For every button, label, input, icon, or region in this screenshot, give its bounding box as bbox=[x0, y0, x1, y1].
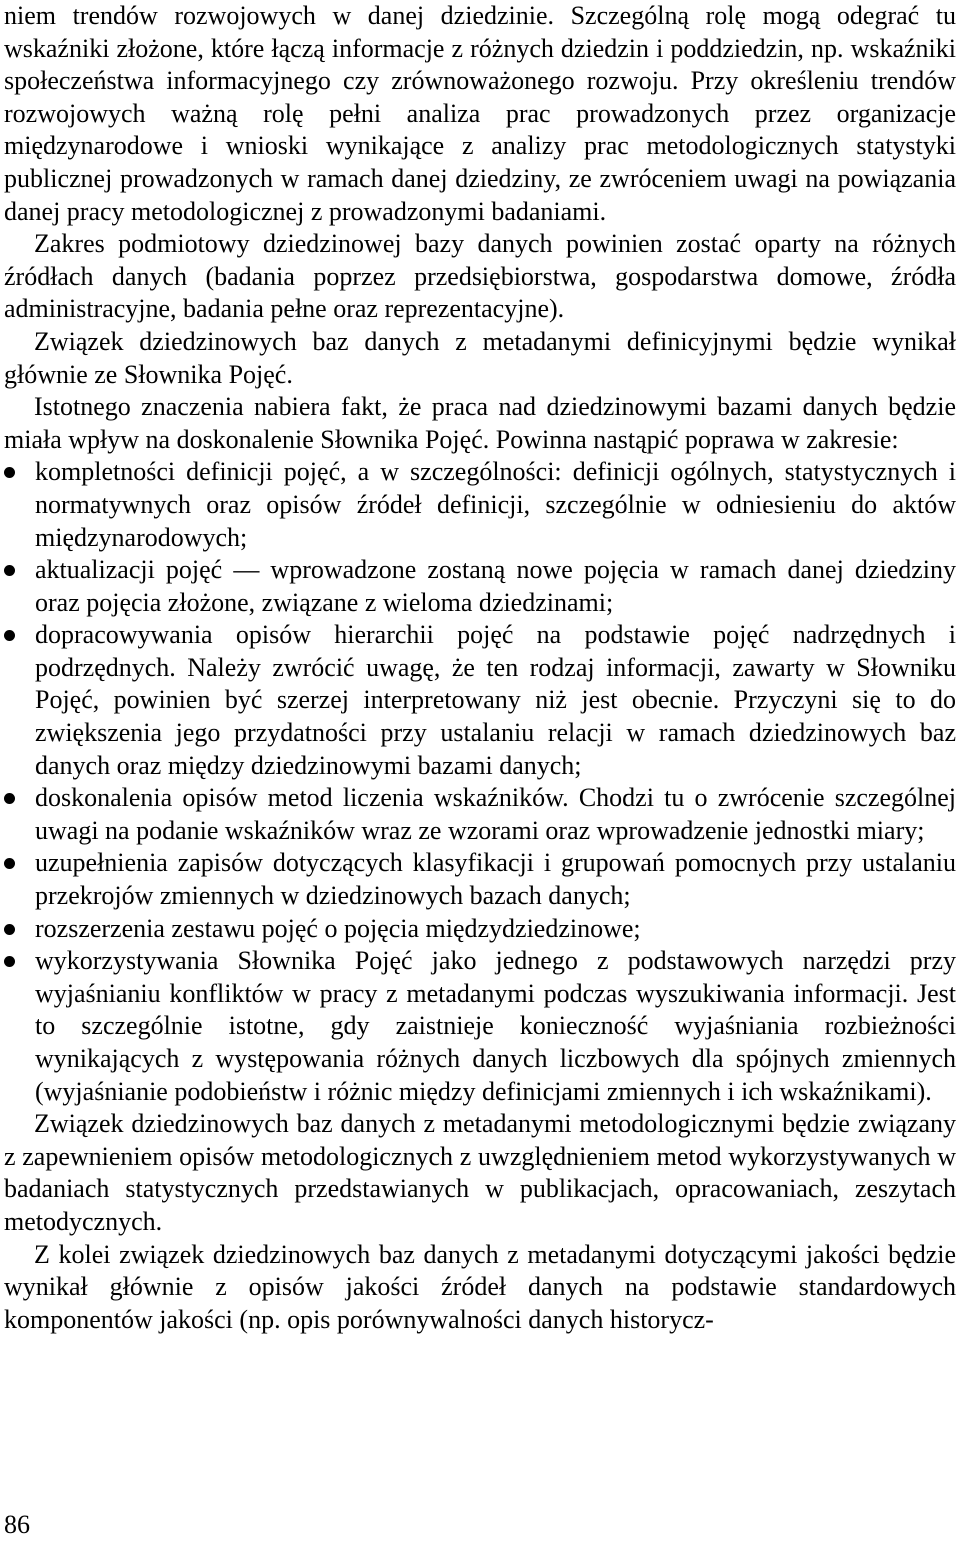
paragraph-improvement: Istotnego znaczenia nabiera fakt, że praca nad dziedzinowymi bazami danych będzie miała wpływ na doskonalenie Słownika Pojęć. Powinna nastąpić poprawa w zakresie: bbox=[4, 392, 956, 454]
paragraph-definitions-link: Związek dziedzinowych baz danych z metadanymi definicyjnymi będzie wynikał głównie ze Słownika Pojęć. bbox=[4, 326, 956, 389]
list-item bbox=[4, 847, 956, 912]
list-item bbox=[4, 913, 956, 946]
bullet-icon bbox=[4, 956, 15, 967]
bullet-icon bbox=[4, 858, 15, 869]
bullet-icon bbox=[4, 630, 15, 641]
list-item-text: kompletności definicji pojęć, a w szczególności: definicji ogólnych, statystycznych i normatywnych oraz opisów źródeł definicji, szczególnie w odniesieniu do aktów międzynarodowych; bbox=[35, 457, 956, 552]
list-item-text: uzupełnienia zapisów dotyczących klasyfikacji i grupowań pomocnych przy ustalaniu przekrojów zmiennych w dziedzinowych bazach danych; bbox=[35, 848, 956, 911]
list-item-text: rozszerzenia zestawu pojęć o pojęcia międzydziedzinowe; bbox=[35, 913, 641, 943]
bullet-icon bbox=[4, 565, 15, 576]
page-number: 86 bbox=[4, 1510, 30, 1539]
paragraph-quality: Z kolei związek dziedzinowych baz danych z metadanymi dotyczącymi jakości będzie wynikał głównie z opisów jakości źródeł danych na podstawie standardowych komponentów jakości (np. opis porównywalności danych historycz- bbox=[4, 1239, 956, 1334]
bullet-icon bbox=[4, 924, 15, 935]
list-item bbox=[4, 456, 956, 554]
list-item bbox=[4, 619, 956, 782]
list-item bbox=[4, 782, 956, 847]
bullet-icon bbox=[4, 793, 15, 804]
paragraph-scope: Zakres podmiotowy dziedzinowej bazy danych powinien zostać oparty na różnych źródłach danych (badania poprzez przedsiębiorstwa, gospodarstwa domowe, źródła administracyjne, badania pełne oraz reprezentacyjne). bbox=[4, 229, 956, 324]
bullet-icon bbox=[4, 467, 15, 478]
document-page bbox=[4, 0, 956, 1336]
list-item-text: aktualizacji pojęć — wprowadzone zostaną nowe pojęcia w ramach danej dziedziny oraz pojęcia złożone, związane z wieloma dziedzinami; bbox=[35, 555, 956, 617]
list-item-text: dopracowywania opisów hierarchii pojęć na podstawie pojęć nadrzędnych i podrzędnych. Należy zwrócić uwagę, że ten rodzaj informacji, zawarty w Słowniku Pojęć, powinien być szerzej interpretowany niż jest obecnie. Przyczyni się to do zwiększenia jego przydatności przy ustalaniu relacji w ramach dziedzinowych baz danych oraz między dziedzinowymi bazami danych; bbox=[35, 620, 956, 780]
list-item-text: doskonalenia opisów metod liczenia wskaźników. Chodzi tu o zwrócenie szczególnej uwagi na podanie wskaźników wraz ze wzorami oraz wprowadzenie jednostki miary; bbox=[35, 783, 956, 845]
list-item-text: wykorzystywania Słownika Pojęć jako jednego z podstawowych narzędzi przy wyjaśnianiu konfliktów w pracy z metadanymi podczas wyszukiwania informacji. Jest to szczególnie istotne, gdy zaistnieje konieczność wyjaśniania rozbieżności wynikających z występowania różnych danych liczbowych dla spójnych zmiennych (wyjaśnianie podobieństw i różnic między definicjami zmiennych i ich wskaźnikami). bbox=[35, 946, 956, 1106]
improvement-list bbox=[4, 456, 956, 1108]
list-item bbox=[4, 945, 956, 1108]
paragraph-methodology: Związek dziedzinowych baz danych z metadanymi metodologicznymi będzie związany z zapewnieniem opisów metodologicznych z uwzględnieniem metod wykorzystywanych w badaniach statystycznych przedstawianych w publikacjach, opracowaniach, zeszytach metodycznych. bbox=[4, 1109, 956, 1236]
paragraph-intro: niem trendów rozwojowych w danej dziedzinie. Szczególną rolę mogą odegrać tu wskaźniki złożone, które łączą informacje z różnych dziedzin i poddziedzin, np. wskaźniki społeczeństwa informacyjnego czy zrównoważonego rozwoju. Przy określeniu trendów rozwojowych ważną rolę pełni analiza prac prowadzonych przez organizacje międzynarodowe i wnioski wynikające z analizy prac metodologicznych statystyki publicznej prowadzonych w ramach danej dziedziny, ze zwróceniem uwagi na powiązania danej pracy metodologicznej z prowadzonymi badaniami. bbox=[4, 1, 956, 226]
list-item bbox=[4, 554, 956, 619]
